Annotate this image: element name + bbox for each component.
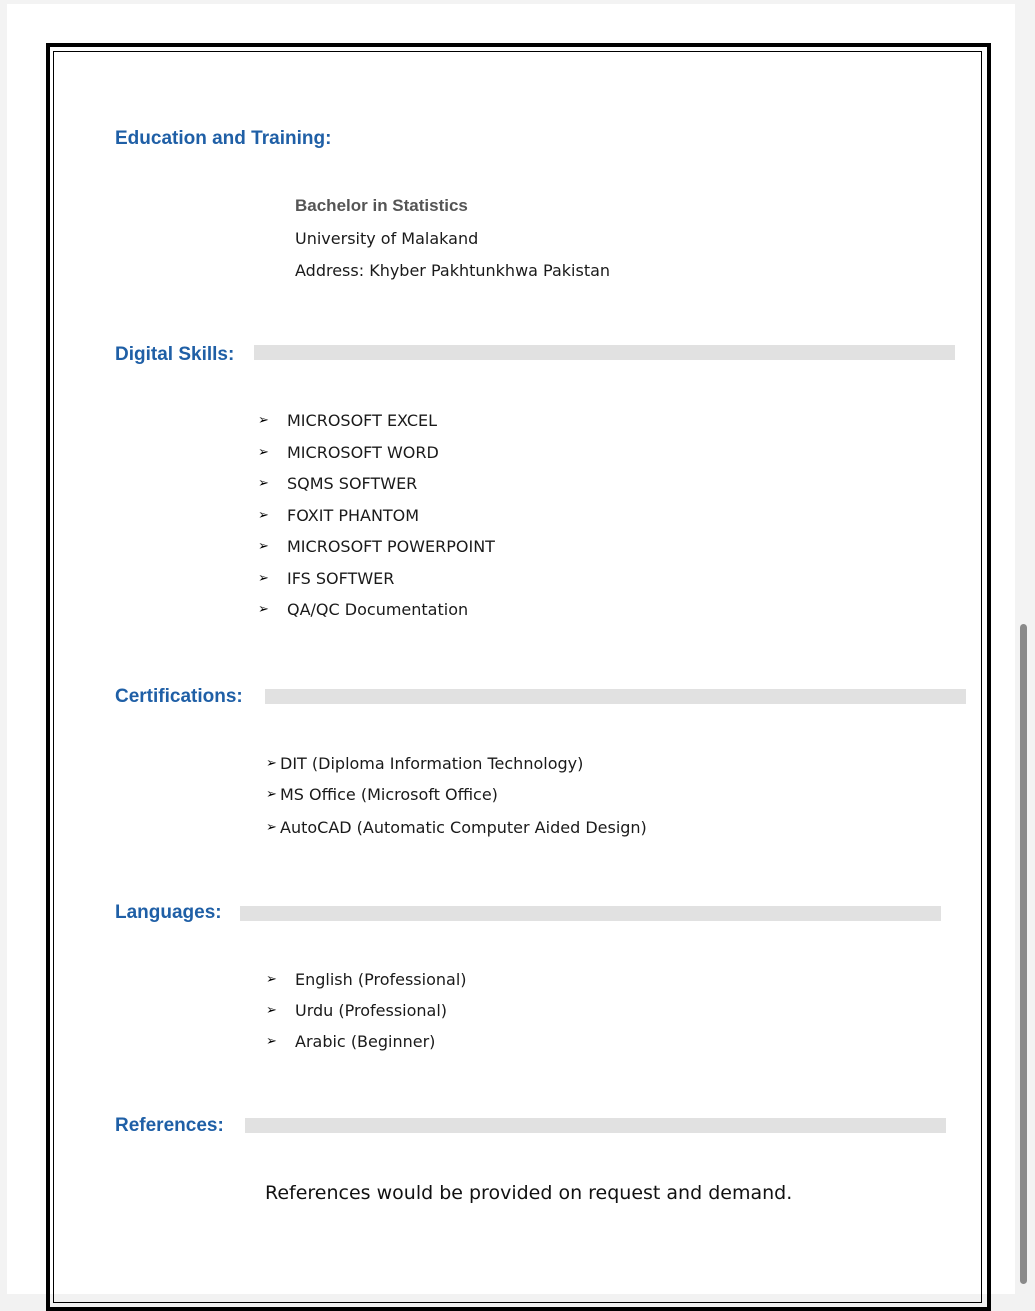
degree-title: Bachelor in Statistics [295, 196, 468, 215]
arrow-bullet-icon: ➢ [266, 787, 277, 802]
arrow-bullet-icon: ➢ [266, 1034, 277, 1049]
arrow-bullet-icon: ➢ [266, 756, 277, 771]
institution-name: University of Malakand [295, 229, 479, 248]
digital-skills-divider [254, 345, 955, 360]
languages-heading: Languages: [115, 902, 222, 923]
arrow-bullet-icon: ➢ [258, 539, 269, 554]
references-heading: References: [115, 1115, 224, 1136]
arrow-bullet-icon: ➢ [258, 476, 269, 491]
arrow-bullet-icon: ➢ [258, 508, 269, 523]
arrow-bullet-icon: ➢ [258, 413, 269, 428]
arrow-bullet-icon: ➢ [266, 972, 277, 987]
education-heading: Education and Training: [115, 128, 332, 149]
digital-skills-heading: Digital Skills: [115, 344, 235, 365]
vertical-scrollbar[interactable] [1020, 624, 1027, 1284]
arrow-bullet-icon: ➢ [258, 445, 269, 460]
certifications-divider [265, 689, 966, 704]
references-divider [245, 1118, 946, 1133]
languages-divider [240, 906, 941, 921]
arrow-bullet-icon: ➢ [266, 1003, 277, 1018]
references-statement: References would be provided on request and demand. [265, 1182, 793, 1204]
arrow-bullet-icon: ➢ [258, 602, 269, 617]
certifications-heading: Certifications: [115, 686, 243, 707]
arrow-bullet-icon: ➢ [258, 571, 269, 586]
institution-address: Address: Khyber Pakhtunkhwa Pakistan [295, 261, 611, 280]
document-viewer: Education and Training: Bachelor in Statistics University of Malakand Address: Khyber Pakhtunkhwa Pakistan Digital Skills: ➢ MICROSOFT EXCEL ➢ MICROSOFT WORD ➢ SQMS SOFTWER ➢ FOXIT PHANTOM ➢ MICROSOFT POWERPOINT ➢ IFS SOFTWER ➢ QA/QC Documentation Certifications: ➢ DIT (Diploma Information Technology) ➢ MS Office (Microsoft Office) ➢ AutoCAD (Automatic Computer Aided Design) Languages: ➢ English (Professional) ➢ Urdu (Professional) ➢ Arabic (Beginner) References: References would be provided on request and demand. [0, 0, 1035, 1280]
arrow-bullet-icon: ➢ [266, 820, 277, 835]
